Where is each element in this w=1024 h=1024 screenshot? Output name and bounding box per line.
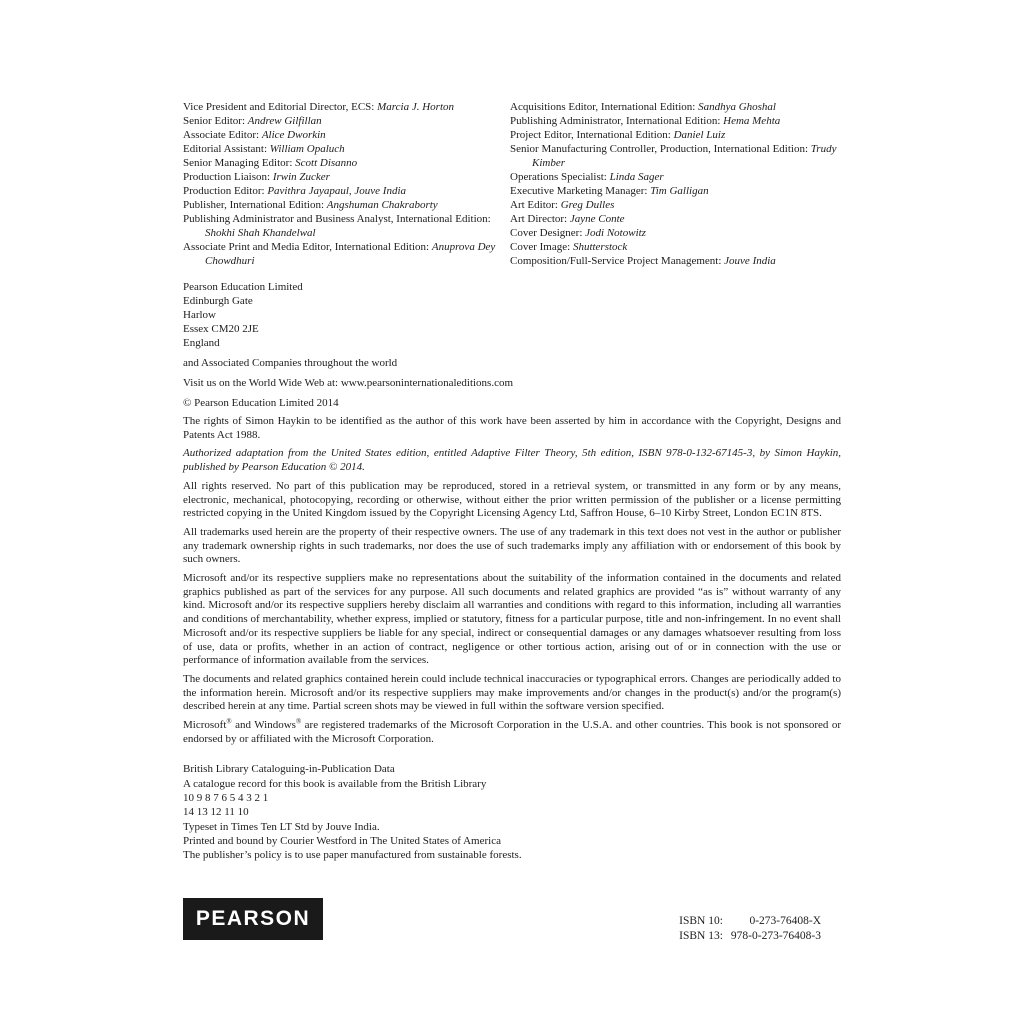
credit-line bbox=[510, 100, 841, 114]
credit-role: Editorial Assistant: bbox=[183, 143, 270, 155]
colophon-line: The publisher’s policy is to use paper manufactured from sustainable forests. bbox=[183, 849, 522, 862]
microsoft-disclaimer-paragraph: Microsoft and/or its respective suppliers make no representations about the suitability of the information contained in the documents and related graphics published as part of the services for any purpose. All such documents and related graphics are provided “as is” without warranty of any kind. Microsoft and/or its respective suppliers hereby disclaim all warranties and conditions with regard to this information, including all warranties and conditions of merchantability, whether express, implied or statutory, fitness for a particular purpose, title and non-infringement. In no event shall Microsoft and/or its respective suppliers be liable for any special, indirect or consequential damages or any damages whatsoever resulting from loss of use, data or profits, whether in an action of contract, negligence or other tortious action, arising out of or in connection with the use or performance of information available from the services. bbox=[183, 572, 841, 667]
credit-name: Sandhya Ghoshal bbox=[698, 101, 776, 113]
credit-line bbox=[510, 184, 841, 198]
credit-name: Shokhi Shah Khandelwal bbox=[205, 227, 316, 239]
isbn13-label: ISBN 13: bbox=[679, 930, 723, 942]
isbn10-value: 0-273-76408-X bbox=[749, 915, 821, 927]
credit-line bbox=[183, 170, 510, 184]
credit-line bbox=[510, 240, 841, 254]
credit-name: Irwin Zucker bbox=[272, 171, 330, 183]
credit-role: Cover Image: bbox=[510, 241, 573, 253]
credit-role: Senior Managing Editor: bbox=[183, 157, 296, 169]
address-line: Edinburgh Gate bbox=[183, 295, 253, 307]
credit-role: Associate Editor: bbox=[183, 129, 262, 141]
credit-role: Senior Editor: bbox=[183, 115, 248, 127]
credit-line bbox=[183, 212, 510, 240]
address-line: Essex CM20 2JE bbox=[183, 323, 259, 335]
credit-role: Project Editor, International Edition: bbox=[510, 129, 674, 141]
credit-line bbox=[510, 114, 841, 128]
credit-role: Executive Marketing Manager: bbox=[510, 185, 651, 197]
rights-paragraph: The rights of Simon Haykin to be identified as the author of this work have been asserted by him in accordance with the Copyright, Designs and Patents Act 1988. bbox=[183, 415, 841, 441]
credit-line bbox=[183, 184, 510, 198]
credit-name: Jodi Notowitz bbox=[585, 227, 646, 239]
copyright-line: © Pearson Education Limited 2014 bbox=[183, 397, 339, 409]
trademarks-paragraph: All trademarks used herein are the property of their respective owners. The use of any trademark in this text does not vest in the author or publisher any trademark ownership rights in such trademarks, nor does the use of such trademarks imply any affiliation with or endorsement of this book by such owners. bbox=[183, 525, 841, 566]
credit-name: William Opaluch bbox=[269, 143, 345, 155]
credit-role: Composition/Full-Service Project Management: bbox=[510, 255, 725, 267]
pearson-logo: PEARSON bbox=[183, 898, 323, 940]
credit-role: Senior Manufacturing Controller, Production, International Edition: bbox=[510, 143, 811, 155]
credit-role: Vice President and Editorial Director, ECS: bbox=[183, 101, 378, 113]
paragraph-text: and Windows bbox=[231, 719, 296, 732]
credits-right-column bbox=[510, 100, 841, 268]
credit-name: Shutterstock bbox=[572, 241, 628, 253]
credit-line bbox=[183, 128, 510, 142]
credit-name: Trudy Kimber bbox=[532, 143, 837, 169]
credit-role: Operations Specialist: bbox=[510, 171, 610, 183]
website-line: Visit us on the World Wide Web at: www.pearsoninternationaleditions.com bbox=[183, 377, 514, 389]
page-footer bbox=[183, 898, 841, 944]
credit-name: Scott Disanno bbox=[295, 157, 358, 169]
credit-role: Cover Designer: bbox=[510, 227, 586, 239]
credit-line bbox=[510, 226, 841, 240]
credit-name: Andrew Gilfillan bbox=[247, 115, 322, 127]
credit-name: Anuprova Dey Chowdhuri bbox=[205, 241, 496, 267]
colophon-line: Printed and bound by Courier Westford in The United States of America bbox=[183, 834, 501, 847]
colophon-line: 14 13 12 11 10 bbox=[183, 806, 249, 819]
credit-role: Publisher, International Edition: bbox=[183, 199, 327, 211]
credit-line bbox=[510, 142, 841, 170]
colophon-line: 10 9 8 7 6 5 4 3 2 1 bbox=[183, 792, 269, 805]
credits-block bbox=[183, 100, 841, 268]
credit-line bbox=[510, 170, 841, 184]
credit-line bbox=[183, 198, 510, 212]
credit-name: Alice Dworkin bbox=[261, 129, 326, 141]
registered-mark: ® bbox=[226, 717, 232, 726]
isbn13-value: 978-0-273-76408-3 bbox=[730, 930, 821, 942]
credit-line bbox=[183, 156, 510, 170]
registered-mark: ® bbox=[295, 717, 302, 726]
colophon-line: British Library Cataloguing-in-Publication Data bbox=[183, 763, 395, 776]
address-line: Harlow bbox=[183, 309, 216, 321]
credit-line bbox=[183, 240, 510, 268]
credit-name: Linda Sager bbox=[609, 171, 664, 183]
credit-name: Hema Mehta bbox=[723, 115, 781, 127]
address-line: Pearson Education Limited bbox=[183, 281, 303, 293]
credit-role: Acquisitions Editor, International Edition: bbox=[510, 101, 699, 113]
associated-companies-line: and Associated Companies throughout the world bbox=[183, 357, 398, 369]
credit-name: Marcia J. Horton bbox=[377, 101, 454, 113]
credit-line bbox=[510, 254, 841, 268]
isbn-block bbox=[679, 914, 821, 944]
credit-name: Tim Galligan bbox=[650, 185, 709, 197]
credit-role: Art Director: bbox=[510, 213, 570, 225]
documents-accuracy-paragraph: The documents and related graphics contained herein could include technical inaccuracies or typographical errors. Changes are periodically added to the information herein. Microsoft and/or its respective suppliers may make improvements and/or changes in the product(s) and/or the program(s) described herein at any time. Partial screen shots may be viewed in full within the software version specified. bbox=[183, 672, 841, 713]
credit-line bbox=[183, 142, 510, 156]
credit-role: Publishing Administrator and Business Analyst, International Edition: bbox=[183, 213, 491, 225]
credit-name: Greg Dulles bbox=[560, 199, 615, 211]
credit-role: Associate Print and Media Editor, International Edition: bbox=[183, 241, 432, 253]
microsoft-trademark-paragraph bbox=[183, 719, 841, 746]
all-rights-paragraph: All rights reserved. No part of this publication may be reproduced, stored in a retrieval system, or transmitted in any form or by any means, electronic, mechanical, photocopying, recording or otherwise, without either the prior written permission of the publisher or a license permitting restricted copying in the United Kingdom issued by the Copyright Licensing Agency Ltd, Saffron House, 6–10 Kirby Street, London EC1N 8TS. bbox=[183, 479, 841, 520]
credit-line bbox=[183, 100, 510, 114]
credit-name: Angshuman Chakraborty bbox=[326, 199, 438, 211]
colophon-block bbox=[183, 762, 841, 862]
credit-line bbox=[183, 114, 510, 128]
paragraph-text: are registered trademarks of the Microsoft Corporation in the U.S.A. and other countries. This book is not sponsored or endorsed by or affiliated with the Microsoft Corporation. bbox=[183, 719, 841, 745]
credit-role: Art Editor: bbox=[510, 199, 561, 211]
address-line: England bbox=[183, 337, 220, 349]
page-content bbox=[183, 100, 841, 863]
credit-role: Publishing Administrator, International Edition: bbox=[510, 115, 724, 127]
publisher-address bbox=[183, 280, 841, 350]
credit-line bbox=[510, 198, 841, 212]
credit-role: Production Liaison: bbox=[183, 171, 273, 183]
credit-name: Daniel Luiz bbox=[673, 129, 726, 141]
colophon-line: A catalogue record for this book is available from the British Library bbox=[183, 777, 487, 790]
credit-name: Jouve India bbox=[724, 255, 776, 267]
credit-role: Production Editor: bbox=[183, 185, 268, 197]
credit-line bbox=[510, 212, 841, 226]
credits-left-column bbox=[183, 100, 510, 268]
credit-name: Jayne Conte bbox=[569, 213, 625, 225]
isbn10-label: ISBN 10: bbox=[679, 915, 723, 927]
paragraph-text: Microsoft bbox=[183, 719, 227, 732]
credit-name: Pavithra Jayapaul, Jouve India bbox=[267, 185, 407, 197]
credit-line bbox=[510, 128, 841, 142]
colophon-line: Typeset in Times Ten LT Std by Jouve India. bbox=[183, 820, 380, 833]
adaptation-paragraph: Authorized adaptation from the United States edition, entitled Adaptive Filter Theory, 5th edition, ISBN 978-0-132-67145-3, by Simon Haykin, published by Pearson Education © 2014. bbox=[183, 447, 841, 474]
